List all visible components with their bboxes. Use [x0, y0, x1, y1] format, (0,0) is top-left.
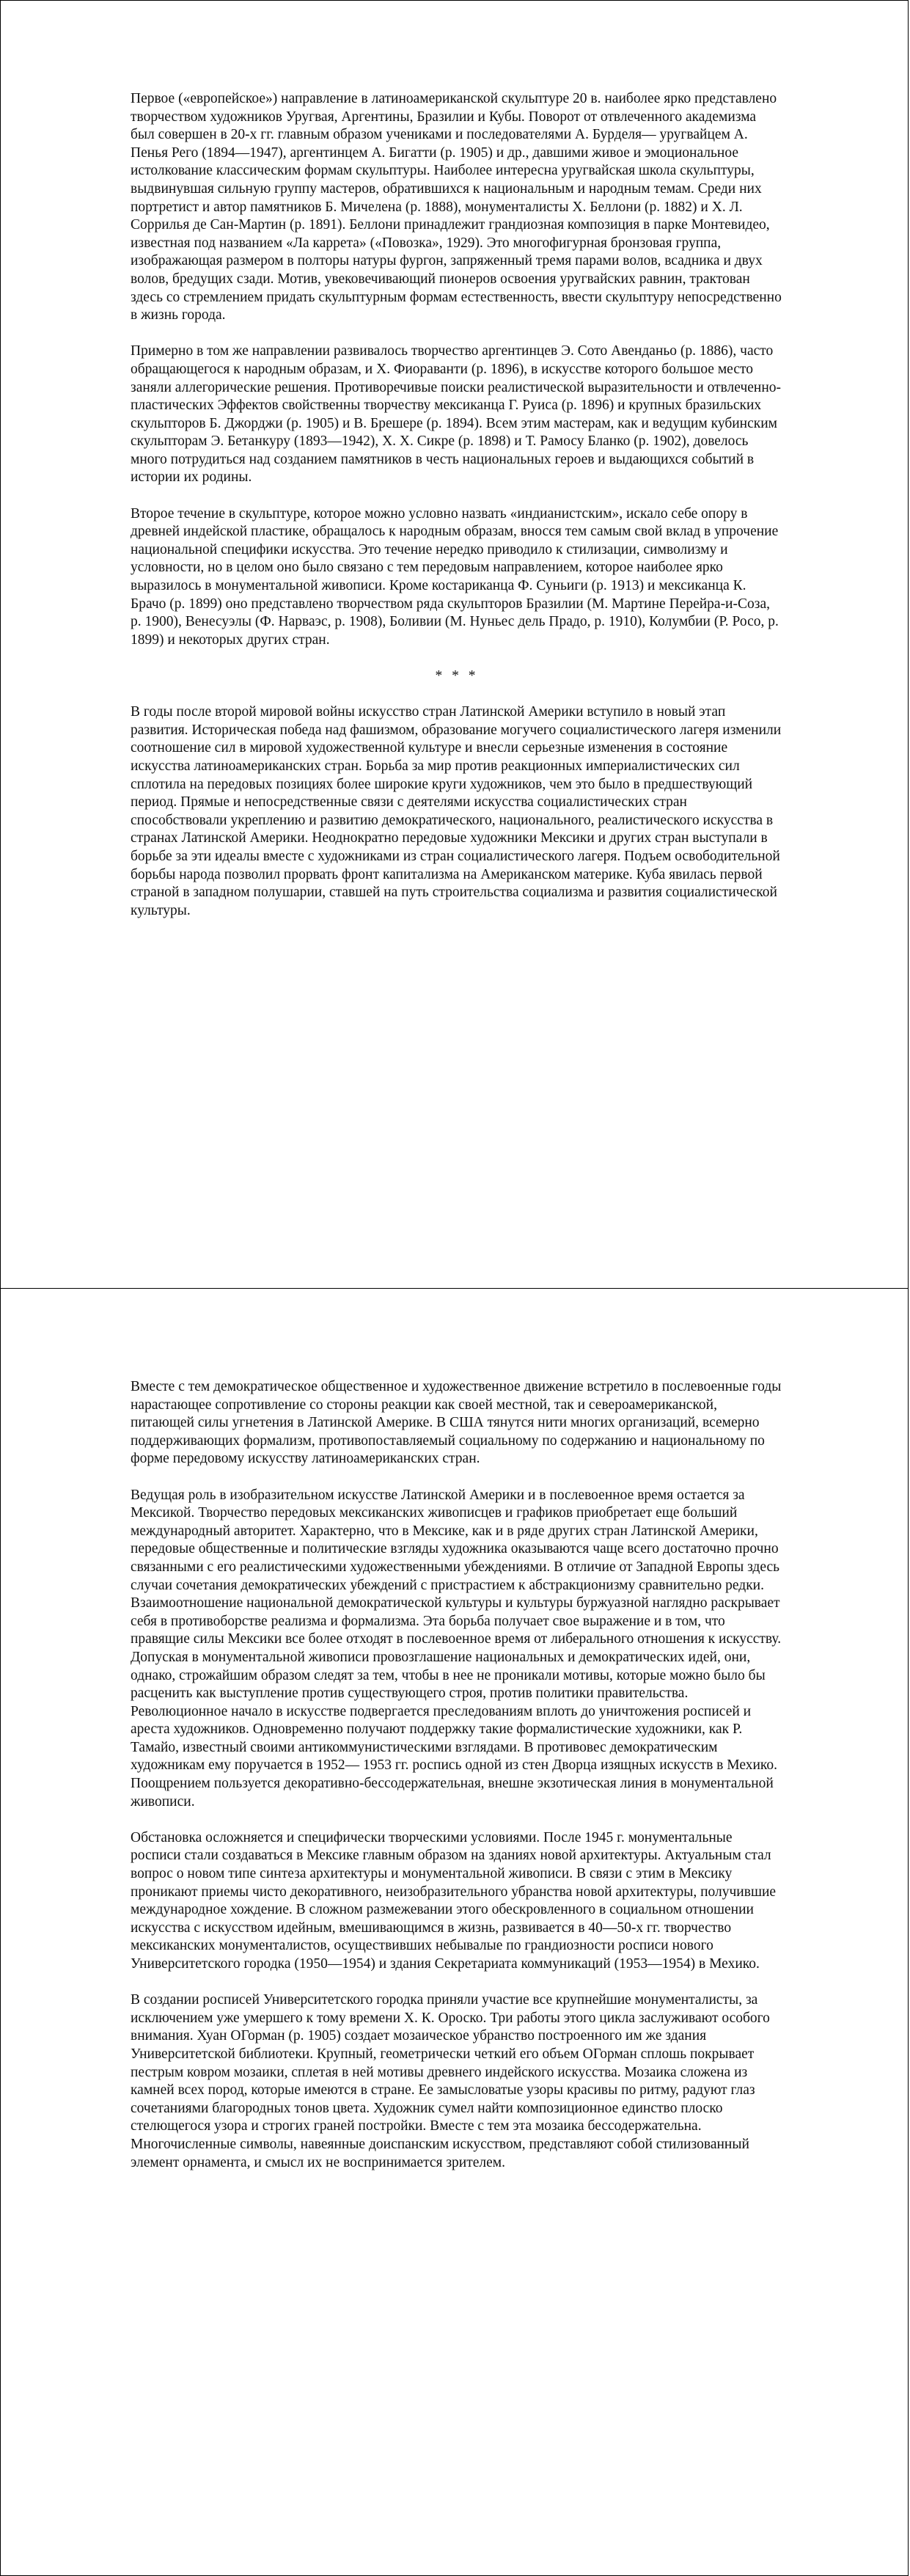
paragraph: Ведущая роль в изобразительном искусстве Латинской Америки и в послевоенное время остается за Мексикой. Творчество передовых мексиканских живописцев и графиков приобретает еще больший международный авторитет. Характерно, что в Мексике, как и в ряде других стран Латинской Америки, передовые общественные и политические взгляды художника оказываются чаще всего достаточно прочно связанными с его реалистическими художественными убеждениями. В отличие от Западной Европы здесь случаи сочетания демократических убеждений с пристрастием к абстракционизму сравнительно редки. Взаимоотношение национальной демократической культуры и культуры буржуазной наглядно раскрывает себя в противоборстве реализма и формализма. Эта борьба получает свое выражение и в том, что правящие силы Мексики все более отходят в послевоенное время от либерального отношения к искусству. Допуская в монументальной живописи провозглашение национальных и демократических идей, они, однако, строжайшим образом следят за тем, чтобы в нее не проникали мотивы, которые можно было бы расценить как выступление против существующего строя, против политики правительства. Революционное начало в искусстве подвергается преследованиям вплоть до уничтожения росписей и ареста художников. Одновременно получают поддержку такие формалистические художники, как Р. Тамайо, известный своими антикоммунистическими взглядами. В противовес демократическим художникам ему поручается в 1952— 1953 гг. роспись одной из стен Дворца изящных искусств в Мехико. Поощрением пользуется декоративно-бессодержательная, внешне экзотическая линия в монументальной живописи. — [131, 1487, 782, 1810]
page-1-text-block — [131, 90, 783, 938]
section-separator: * * * — [435, 668, 479, 684]
paragraph: В годы после второй мировой войны искусство стран Латинской Америки вступило в новый этап развития. Историческая победа над фашизмом, образование могучего социалистического лагеря изменили соотношение сил в мировой художественной культуре и внесли серьезные изменения в состояние искусства латиноамериканских стран. Борьба за мир против реакционных империалистических сил сплотила на передовых позициях более широкие круги художников, чем это было в предшествующий период. Прямые и непосредственные связи с деятелями искусства социалистических стран способствовали укреплению и развитию демократического, национального, реалистического искусства в странах Латинской Америки. Неоднократно передовые художники Мексики и других стран выступали в борьбе за эти идеалы вместе с художниками из стран социалистического лагеря. Подъем освободительной борьбы народа позволил прорвать фронт капитализма на Американском материке. Куба явилась первой страной в западном полушарии, ставшей на путь строительства социализма и развития социалистической культуры. — [131, 704, 782, 918]
page-2-text-block — [131, 1378, 783, 2190]
paragraph: Вместе с тем демократическое общественное и художественное движение встретило в послевоенные годы нарастающее сопротивление со стороны реакции как своей местной, так и североамериканской, питающей силы угнетения в Латинской Америке. В США тянутся нити многих организаций, всемерно поддерживающих формализм, противопоставляемый социальному по содержанию и национальному по форме передовому искусству латиноамериканских стран. — [131, 1379, 782, 1467]
document-page-1 — [0, 0, 909, 1289]
paragraph: Первое («европейское») направление в латиноамериканской скульптуре 20 в. наиболее ярко представлено творчеством художников Уругвая, Аргентины, Бразилии и Кубы. Поворот от отвлеченного академизма был совершен в 20-х гг. главным образом учениками и последователями А. Бурделя— уругвайцем А. Пенья Рего (1894—1947), аргентинцем А. Бигатти (р. 1905) и др., давшими живое и эмоциональное истолкование классическим формам скульптуры. Наиболее интересна уругвайская школа скульптуры, выдвинувшая сильную группу мастеров, обратившихся к национальным и народным темам. Среди них портретист и автор памятников Б. Мичелена (р. 1888), монументалисты Х. Беллони (р. 1882) и Х. Л. Соррилья де Сан-Мартин (р. 1891). Беллони принадлежит грандиозная композиция в парке Монтевидео, известная под названием «Ла каррета» («Повозка», 1929). Это многофигурная бронзовая группа, изображающая размером в полторы натуры фургон, запряженный тремя парами волов, всадника и двух волов, бредущих сзади. Мотив, увековечивающий пионеров освоения уругвайских равнин, трактован здесь со стремлением придать скульптурным формам естественность, ввести скульптуру непосредственно в жизнь города. — [131, 91, 782, 323]
document-page-2 — [0, 1288, 909, 2576]
paragraph: Примерно в том же направлении развивалось творчество аргентинцев Э. Сото Авенданьо (р. 1886), часто обращающегося к народным образам, и Х. Фиораванти (р. 1896), в искусстве которого большое место заняли аллегорические решения. Противоречивые поиски реалистической выразительности и отвлеченно-пластических Эффектов свойственны творчеству мексиканца Г. Руиса (р. 1896) и крупных бразильских скульпторов Б. Джорджи (р. 1905) и В. Брешере (р. 1894). Всем этим мастерам, как и ведущим кубинским скульпторам Э. Бетанкуру (1893—1942), Х. Х. Сикре (р. 1898) и Т. Рамосу Бланко (р. 1902), довелось много потрудиться над созданием памятников в честь национальных героев и выдающихся событий в истории их родины. — [131, 343, 782, 486]
paragraph: Второе течение в скульптуре, которое можно условно назвать «индианистским», искало себе опору в древней индейской пластике, обращалось к народным образам, вносся тем самым свой вклад в упрочение национальной специфики искусства. Это течение нередко приводило к стилизации, символизму и условности, но в целом оно было связано с тем передовым направлением, которое наиболее ярко выразилось в монументальной живописи. Кроме костариканца Ф. Суньиги (р. 1913) и мексиканца К. Брачо (р. 1899) оно представлено творчеством ряда скульпторов Бразилии (М. Мартине Перейра-и-Соза, р. 1900), Венесуэлы (Ф. Нарваэс, р. 1908), Боливии (М. Нуньес дель Прадо, р. 1910), Колумбии (Р. Росо, р. 1899) и некоторых других стран. — [131, 505, 779, 648]
paragraph: Обстановка осложняется и специфически творческими условиями. После 1945 г. монументальные росписи стали создаваться в Мексике главным образом на зданиях новой архитектуры. Актуальным стал вопрос о новом типе синтеза архитектуры и монументальной живописи. В связи с этим в Мексику проникают приемы чисто декоративного, неизобразительного убранства новой архитектуры, получившие международное хождение. В сложном размежевании этого обескровленного в социальном отношении искусства с искусством идейным, вмешивающимся в жизнь, развивается в 40—50-х гг. творчество мексиканских монументалистов, осуществивших небывалые по грандиозности росписи нового Университетского городка (1950—1954) и здания Секретариата коммуникаций (1953—1954) в Мехико. — [131, 1829, 777, 1972]
paragraph: В создании росписей Университетского городка приняли участие все крупнейшие монументалисты, за исключением уже умершего к тому времени Х. К. Ороско. Три работы этого цикла заслуживают особого внимания. Хуан ОГорман (р. 1905) создает мозаическое убранство построенного им же здания Университетской библиотеки. Крупный, геометрически четкий его объем ОГорман сплошь покрывает пестрым ковром мозаики, сплетая в ней мотивы древнего индейского искусства. Мозаика сложена из камней всех пород, которые имеются в стране. Ее замысловатые узоры красивы по ритму, радуют глаз сочетаниями благородных тонов цвета. Художник сумел найти композиционное единство плоско стелющегося узора и строгих граней постройки. Вместе с тем эта мозаика бессодержательна. Многочисленные символы, навеянные доиспанским искусством, представляют собой стилизованный элемент орнамента, и смысл их не воспринимается зрителем. — [131, 1992, 770, 2170]
